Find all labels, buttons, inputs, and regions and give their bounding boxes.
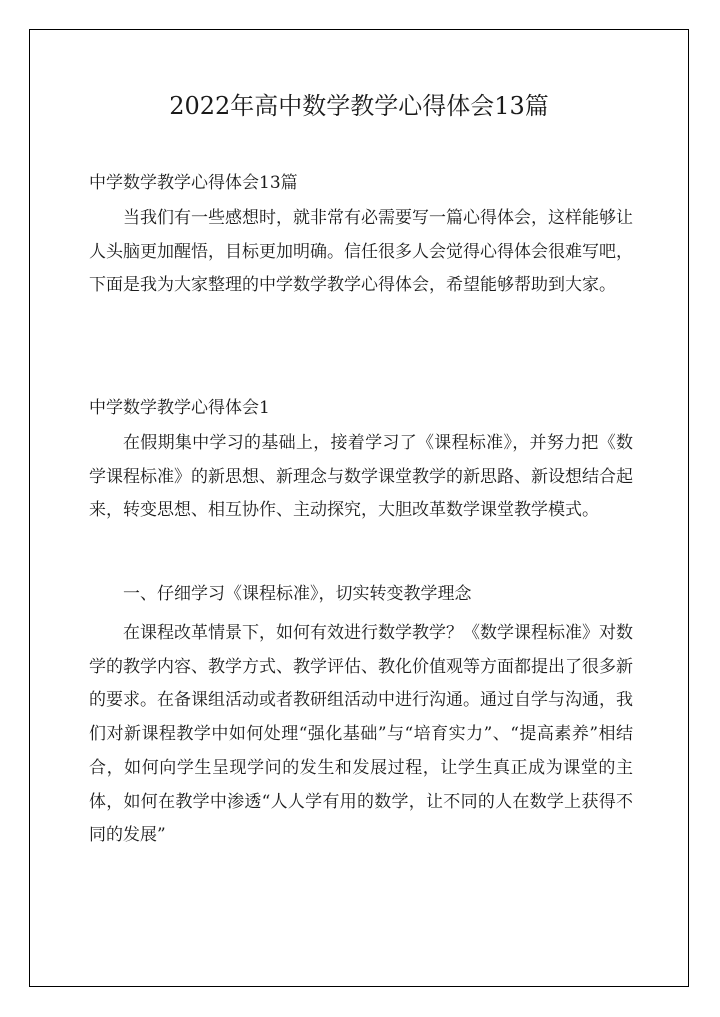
document-title: 2022年高中数学教学心得体会13篇 <box>169 92 549 120</box>
section-point-heading: 一、仔细学习《课程标准》，切实转变教学理念 <box>123 584 472 604</box>
section-heading: 中学数学教学心得体会1 <box>89 398 270 418</box>
section-paragraph: 在假期集中学习的基础上，接着学习了《课程标准》，并努力把《数学课程标准》的新思想、新理念与数学课堂教学的新思路、新设想结合起来，转变思想、相互协作、主动探究，大胆改革数学课堂教学模式。 <box>89 433 633 521</box>
intro-paragraph: 当我们有一些感想时，就非常有必需要写一篇心得体会，这样能够让人头脑更加醒悟，目标更加明确。信任很多人会觉得心得体会很难写吧，下面是我为大家整理的中学数学教学心得体会，希望能够帮助到大家。 <box>89 208 633 296</box>
document-subtitle: 中学数学教学心得体会13篇 <box>89 173 298 193</box>
section-paragraph: 在课程改革情景下，如何有效进行数学教学？《数学课程标准》对数学的教学内容、教学方式、教学评估、教化价值观等方面都提出了很多新的要求。在备课组活动或者教研组活动中进行沟通。通过自学与沟通，我们对新课程教学中如何处理“强化基础”与“培育实力”、“提高素养”相结合，如何向学生呈现学问的发生和发展过程，让学生真正成为课堂的主体，如何在教学中渗透“人人学有用的数学，让不同的人在数学上获得不同的发展” <box>89 623 633 846</box>
